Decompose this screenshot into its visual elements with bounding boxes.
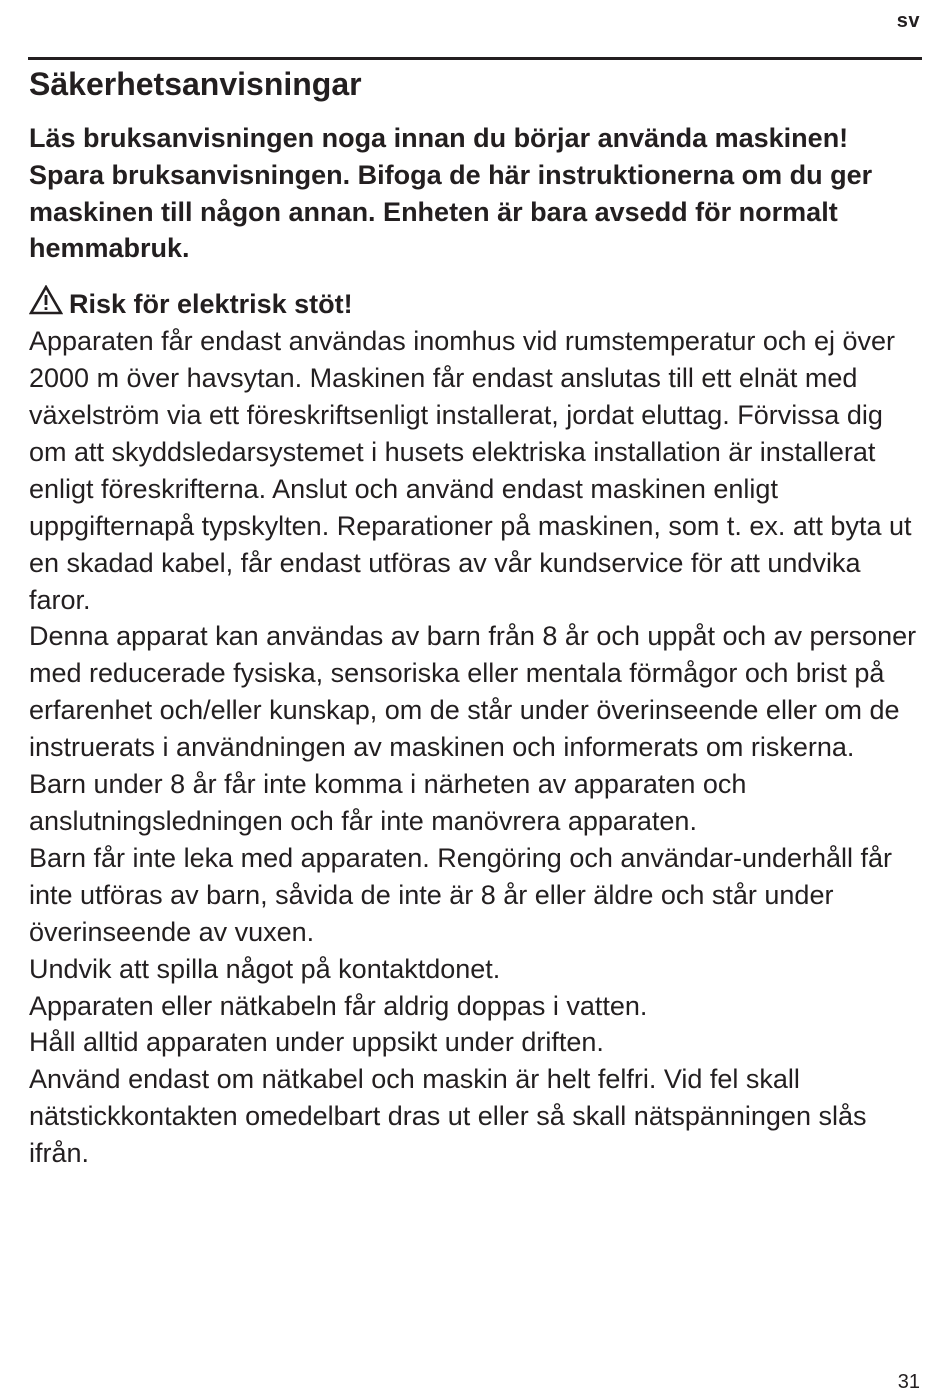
intro-paragraph: Läs bruksanvisningen noga innan du börjar använda maskinen! Spara bruksanvisningen. Bifoga de här instruktionerna om du ger maskinen till någon annan. Enheten är bara avsedd för normalt hemmabruk. <box>29 123 873 264</box>
header-divider <box>28 57 922 60</box>
body-paragraph: Håll alltid apparaten under uppsikt under driften. <box>29 1027 604 1058</box>
language-code: sv <box>896 10 920 32</box>
page-number: 31 <box>897 1371 920 1393</box>
body-paragraph: Denna apparat kan användas av barn från 8 år och uppåt och av personer med reducerade fysiska, sensoriska eller mentala förmågor och brist på erfarenhet och/eller kunskap, om de står under överinseende eller om de instruerats i användningen av maskinen och informerats om riskerna. <box>29 621 917 763</box>
electric-shock-warning <box>29 285 921 323</box>
body-paragraph: Barn under 8 år får inte komma i närheten av apparaten och anslutningsledningen och får inte manövrera apparaten. <box>29 769 747 836</box>
body-paragraph: Barn får inte leka med apparaten. Rengöring och användar-underhåll får inte utföras av barn, såvida de inte är 8 år eller äldre och står under överinseende av vuxen. <box>29 842 893 947</box>
safety-section <box>29 62 921 1172</box>
warning-triangle-icon <box>29 285 69 323</box>
body-paragraph: Apparaten får endast användas inomhus vid rumstemperatur och ej över 2000 m över havsytan. Maskinen får endast anslutas till ett elnät med växelström via ett föreskriftsenligt installerat, jordat eluttag. Förvissa dig om att skyddsledarsystemet i husets elektriska installation är installerat enligt föreskrifterna. Anslut och använd endast maskinen enligt uppgifternapå typskylten. Reparationer på maskinen, som t. ex. att byta ut en skadad kabel, får endast utföras av vår kundservice för att undvika faror. <box>29 326 912 615</box>
warning-label: Risk för elektrisk stöt! <box>69 289 353 320</box>
section-title: Säkerhetsanvisningar <box>29 66 362 102</box>
body-paragraph: Apparaten eller nätkabeln får aldrig doppas i vatten. <box>29 990 648 1021</box>
body-paragraph: Använd endast om nätkabel och maskin är helt felfri. Vid fel skall nätstickkontakten omedelbart dras ut eller så skall nätspänningen slås ifrån. <box>29 1064 867 1169</box>
body-paragraph: Undvik att spilla något på kontaktdonet. <box>29 953 501 984</box>
